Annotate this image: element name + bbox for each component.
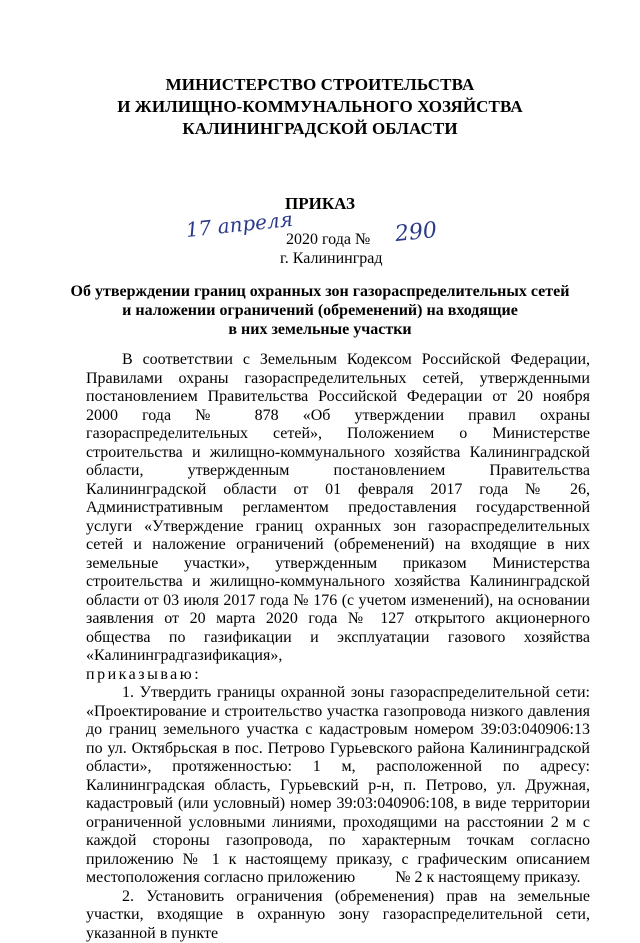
subject-line-1: Об утверждении границ охранных зон газораспределительных сетей bbox=[60, 282, 580, 301]
preamble-paragraph bbox=[86, 351, 590, 684]
clause-1-text: 1. Утвердить границы охранной зоны газораспределительной сети: «Проектирование и строительство участка газопровода низкого давления до границ земельного участка с кадастровым номером 39:03:040906:13 по ул. Октябрьская в пос. Петрово Гурьевского района Калининградской области», протяженностью: 1 м, расположенной по адресу: Калининградская область, Гурьевский р-н, п. Петрово, ул. Дружная, кадастровый (или условный) номер 39:03:040906:108, в виде территории ограниченной условными линиями, проходящими на расстоянии 2 м с каждой стороны газопровода, по характерным точкам согласно приложению № 1 к настоящему приказу, с графическим описанием местоположения согласно приложению bbox=[86, 684, 590, 886]
subject-line-2: и наложении ограничений (обременений) на входящие bbox=[60, 301, 580, 320]
clause-1-tail: № 2 к настоящему приказу. bbox=[395, 869, 580, 886]
order-subject bbox=[60, 282, 580, 339]
handwritten-number: 290 bbox=[394, 218, 438, 247]
ministry-header-line-1: МИНИСТЕРСТВО СТРОИТЕЛЬСТВА bbox=[0, 74, 640, 96]
handwritten-date: 17 апреля bbox=[185, 207, 294, 242]
ministry-header-line-2: И ЖИЛИЩНО-КОММУНАЛЬНОГО ХОЗЯЙСТВА bbox=[0, 96, 640, 118]
order-title: ПРИКАЗ bbox=[0, 194, 640, 214]
order-directive: приказываю: bbox=[86, 666, 201, 683]
order-city: г. Калининград bbox=[280, 250, 383, 268]
clause-1-paragraph bbox=[86, 684, 590, 888]
order-body bbox=[86, 351, 590, 943]
preamble-text: В соответствии с Земельным Кодексом Российской Федерации, Правилами охраны газораспределительных сетей, утвержденными постановлением Правительства Российской Федерации от 20 ноября 2000 года № 878 «Об утверждении правил охраны газораспределительных сетей», Положением о Министерстве строительства и жилищно-коммунального хозяйства Калининградской области, утвержденным постановлением Правительства Калининградской области от 01 февраля 2017 года № 26, Административным регламентом предоставления государственной услуги «Утверждение границ охранных зон газораспределительных сетей и наложение ограничений (обременений) на входящие в них земельные участки», утвержденным приказом Министерства строительства и жилищно-коммунального хозяйства Калининградской области от 03 июля 2017 года № 176 (с учетом изменений), на основании заявления от 20 марта 2020 года № 127 открытого акционерного общества по газификации и эксплуатации газового хозяйства «Калининградгазификация», bbox=[86, 351, 590, 664]
order-year-text: 2020 года № bbox=[286, 231, 370, 248]
ministry-header bbox=[0, 74, 640, 140]
ministry-header-line-3: КАЛИНИНГРАДСКОЙ ОБЛАСТИ bbox=[0, 118, 640, 140]
subject-line-3: в них земельные участки bbox=[60, 320, 580, 339]
order-date-line bbox=[286, 231, 370, 249]
clause-2-paragraph: 2. Установить ограничения (обременения) прав на земельные участки, входящие в охранную зону газораспределительной сети, указанной в пункте bbox=[86, 888, 590, 943]
